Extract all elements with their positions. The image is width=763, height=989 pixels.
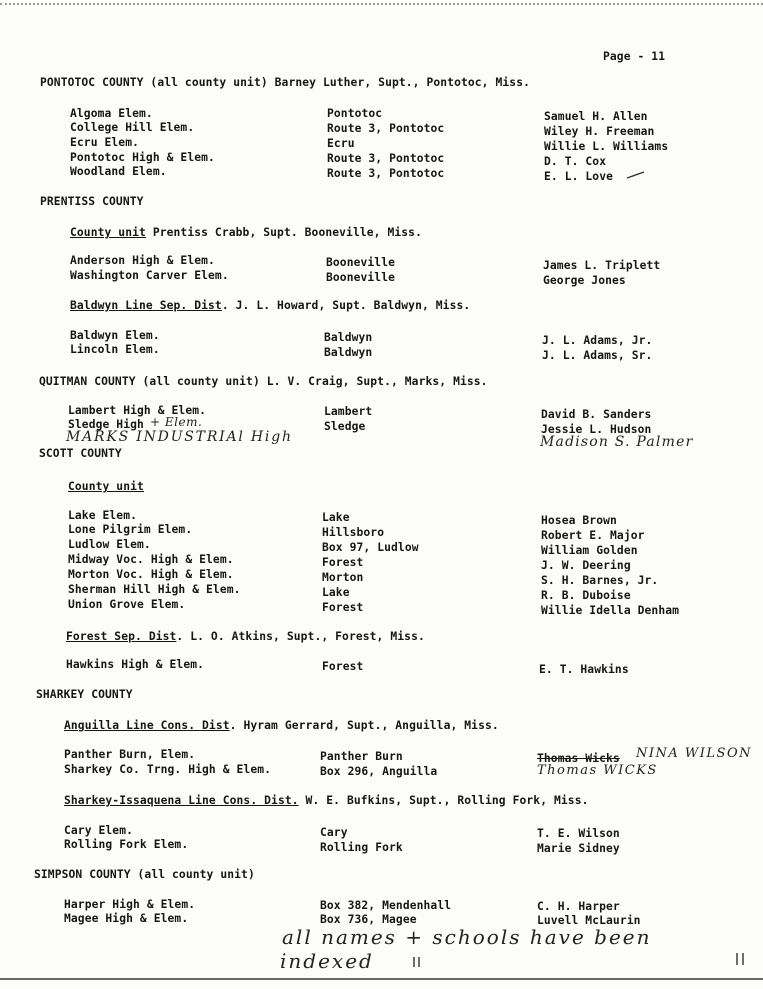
unit-supt: Prentiss Crabb, Supt. Booneville, Miss. [145,226,422,239]
district-label: Anguilla Line Cons. Dist [64,719,230,732]
school-name: Cary Elem. [64,824,134,837]
school-name: Panther Burn, Elem. [64,748,196,761]
principal-name: E. T. Hawkins [539,663,629,676]
principal-name: C. H. Harper [537,900,620,913]
district-line [66,630,425,643]
school-address: Box 97, Ludlow [322,541,419,554]
school-address: Box 296, Anguilla [320,765,438,778]
school-address: Route 3, Pontotoc [327,152,445,165]
school-name: Rolling Fork Elem. [64,838,189,851]
school-name: Anderson High & Elem. [70,254,215,267]
school-address: Ecru [327,137,355,150]
principal-name: Luvell McLaurin [537,914,641,927]
school-address: Route 3, Pontotoc [327,122,445,135]
principal-name: E. L. Love [544,170,614,183]
principal-name: Willie Idella Denham [541,604,680,617]
district-label: Sharkey-Issaquena Line Cons. Dist. [64,794,299,807]
principal-name: Wiley H. Freeman [544,125,655,138]
principal-name: Hosea Brown [541,514,617,527]
school-name: College Hill Elem. [70,121,195,134]
district-supt: W. E. Bufkins, Supt., Rolling Fork, Miss. [298,794,589,807]
school-name: Sherman Hill High & Elem. [68,583,241,596]
unit-label: County unit [68,480,144,493]
principal-name: T. E. Wilson [537,827,620,840]
school-address: Lake [322,511,350,524]
school-name: Ludlow Elem. [68,538,151,551]
school-name: Lone Pilgrim Elem. [68,523,193,536]
handwritten-school-name: MARKS INDUSTRIAl High [66,429,293,445]
principal-name: Robert E. Major [541,529,645,542]
handwritten-principal-name: Madison S. Palmer [540,434,694,450]
principal-name: J. W. Deering [541,559,631,572]
school-name: Hawkins High & Elem. [66,658,205,671]
school-name: Pontotoc High & Elem. [70,151,215,164]
school-name: Woodland Elem. [70,165,167,178]
district-label: Baldwyn Line Sep. Dist [70,299,222,312]
school-address: Lake [322,586,350,599]
school-address: Baldwyn [324,346,373,359]
principal-name: James L. Triplett [543,259,661,272]
pen-tick-mark [626,170,646,180]
unit-label: County unit [70,226,146,239]
school-name: Union Grove Elem. [68,598,186,611]
school-address: Panther Burn [320,750,403,763]
school-name: Lambert High & Elem. [68,404,207,417]
school-address: Forest [322,556,364,569]
district-line [64,719,499,732]
handwritten-elem-note: + Elem. [150,415,203,429]
principal-name: William Golden [541,544,638,557]
school-address: Pontotoc [327,107,383,120]
page-number: Page - 11 [603,50,666,63]
school-address: Forest [322,601,364,614]
struck-principal-name: Thomas Wicks [537,752,620,765]
school-name: Washington Carver Elem. [70,269,229,282]
county-heading-prentiss: PRENTISS COUNTY [40,195,144,208]
county-heading-scott: SCOTT COUNTY [39,447,122,460]
handwritten-footnote-line-1: all names + schools have been [282,925,652,949]
principal-name: D. T. Cox [544,155,607,168]
district-label: Forest Sep. Dist [66,630,177,643]
district-supt: . J. L. Howard, Supt. Baldwyn, Miss. [221,299,471,312]
top-dotted-edge [0,3,763,5]
county-heading-pontotoc: PONTOTOC COUNTY (all county unit) Barney Luther, Supt., Pontotoc, Miss. [40,76,530,89]
principal-name: Samuel H. Allen [544,110,648,123]
school-name: Midway Voc. High & Elem. [68,553,234,566]
school-name: Baldwyn Elem. [70,329,160,342]
school-name: Sharkey Co. Trng. High & Elem. [64,763,272,776]
handwritten-principal-name: NINA WILSON [636,746,752,761]
school-address: Booneville [326,271,396,284]
school-address: Booneville [326,256,396,269]
school-name: Algoma Elem. [70,107,153,120]
school-address: Cary [320,826,348,839]
handwritten-principal-name: Thomas WICKS [537,763,658,778]
principal-name: S. H. Barnes, Jr. [541,574,659,587]
principal-name: Willie L. Williams [544,140,669,153]
school-address: Route 3, Pontotoc [327,167,445,180]
county-heading-simpson: SIMPSON COUNTY (all county unit) [34,868,255,881]
principal-name: J. L. Adams, Jr. [542,334,653,347]
district-supt: . Hyram Gerrard, Supt., Anguilla, Miss. [229,719,499,732]
principal-name: Jessie L. Hudson [541,423,652,436]
school-address: Box 382, Mendenhall [320,899,452,912]
school-address: Baldwyn [324,331,373,344]
school-name: Lake Elem. [68,509,138,522]
school-address: Lambert [324,405,373,418]
principal-name: R. B. Duboise [541,589,631,602]
school-address: Rolling Fork [320,841,403,854]
district-supt: . L. O. Atkins, Supt., Forest, Miss. [176,630,425,643]
principal-name: George Jones [543,274,626,287]
principal-name: J. L. Adams, Sr. [542,349,653,362]
county-heading-sharkey: SHARKEY COUNTY [36,688,133,701]
school-name: Morton Voc. High & Elem. [68,568,234,581]
ditto-marks [410,953,760,975]
handwritten-footnote-line-2: indexed [280,949,374,973]
school-name: Harper High & Elem. [64,898,196,911]
unit-line [70,226,422,239]
school-address: Forest [322,660,364,673]
county-heading-quitman: QUITMAN COUNTY (all county unit) L. V. Craig, Supt., Marks, Miss. [39,375,488,388]
district-line [64,794,589,807]
bottom-rule [0,978,763,980]
school-address: Box 736, Magee [320,913,417,926]
school-address: Hillsboro [322,526,385,539]
district-line [70,299,470,312]
principal-name: David B. Sanders [541,408,652,421]
school-address: Morton [322,571,364,584]
school-name: Lincoln Elem. [70,343,160,356]
school-name: Magee High & Elem. [64,912,189,925]
principal-name: Marie Sidney [537,842,620,855]
school-name: Ecru Elem. [70,136,140,149]
school-address: Sledge [324,420,366,433]
school-name: Sledge High [68,418,144,431]
